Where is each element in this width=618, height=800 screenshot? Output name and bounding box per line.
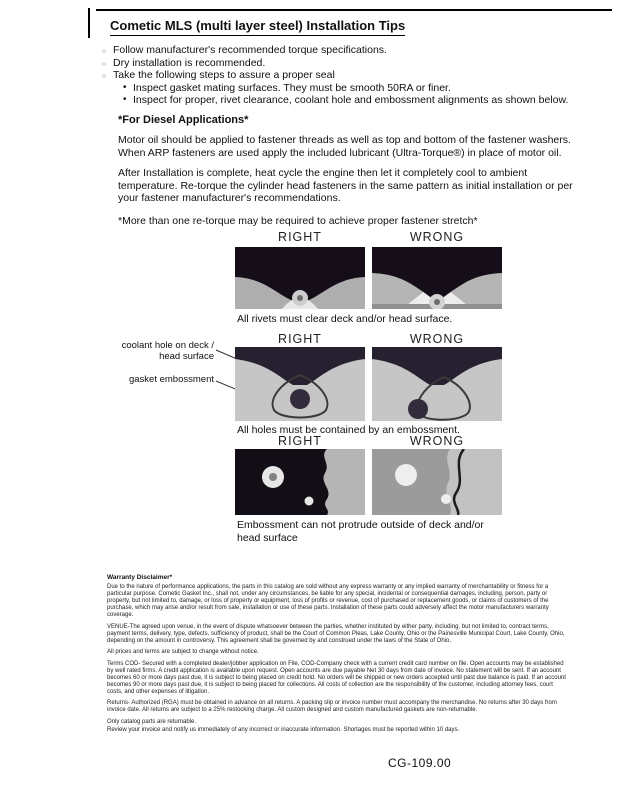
diagram-embossment-wrong bbox=[372, 449, 502, 515]
page-top-rule bbox=[96, 9, 612, 11]
list-item: ○ Follow manufacturer's recommended torque specifications. bbox=[102, 44, 602, 57]
coolant-hole-label: coolant hole on deck / head surface bbox=[121, 340, 214, 362]
disclaimer-paragraph: All prices and terms are subject to change without notice. bbox=[107, 649, 259, 655]
right-label: RIGHT bbox=[278, 434, 322, 448]
diagram-rivet-wrong bbox=[372, 247, 502, 309]
diesel-paragraph: After Installation is complete, heat cycle the engine then let it completely cool to ambient temperature. Re-torque the cylinder head fasteners in the same pattern as initial installation or per your fastener manufacturer's recommendations. bbox=[118, 167, 573, 204]
disclaimer-paragraph: Only catalog parts are returnable. bbox=[107, 718, 197, 725]
disclaimer-paragraph: Review your invoice and notify us immediately of any incorrect or inaccurate information. Shortages must be reported within 10 days. bbox=[107, 726, 460, 733]
small-hole-icon bbox=[441, 494, 451, 504]
right-label: RIGHT bbox=[278, 332, 322, 346]
coolant-hole-icon bbox=[408, 399, 428, 419]
rivet-center bbox=[434, 299, 440, 305]
list-item: ○ Take the following steps to assure a proper seal bbox=[102, 69, 602, 82]
list-item: ○ Dry installation is recommended. bbox=[102, 57, 602, 70]
wrong-label: WRONG bbox=[409, 230, 465, 244]
diagram-section bbox=[0, 228, 618, 558]
disclaimer-paragraph: Returns- Authorized (RGA) must be obtained in advance on all returns. A packing slip or invoice number must accompany the merchandise. No returns after 30 days from invoice date. All returns are subject to a 25% restocking charge. All custom designed and custom manufactured gaskets are non-returnable. bbox=[107, 700, 557, 713]
small-hole-icon bbox=[305, 497, 314, 506]
disclaimer-paragraph: Terms COD- Secured with a completed dealer/jobber application on File, COD-Company check with a current credit card number on file. Open accounts may be established by well rated firms. A credit application is available upon request. Open accounts are due payable Net 30 days from date of invoice. No statement will be sent. If an account becomes 60 or more days past due, it is subject to being placed on credit hold. No orders will be shipped or new orders accepted until past due balance is paid. If an account becomes 90 or more days past due, it is subject to being placed for collections. All costs of collection are the responsibility of the customer, including attorney fees, court costs, and other expenses of litigation. bbox=[107, 660, 566, 695]
disclaimer-paragraph: VENUE-The agreed upon venue, in the event of dispute whatsoever between the parties, whether instituted by either party, including, but not limited to, contract terms, payment terms, delivery, type, defects, sufficiency of product, shall be the Court of Common Pleas, Lake County, Ohio or the Painesville Municipal Court, Lake County, Ohio, depending on the amount in controversy. This agreement shall be governed by and construed under the laws of the State of Ohio. bbox=[107, 623, 565, 644]
row2-caption: All holes must be contained by an embossment. bbox=[237, 424, 460, 436]
diesel-paragraph: Motor oil should be applied to fastener threads as well as top and bottom of the fastener washers. When ARP fasteners are used apply the included lubricant (Ultra-Torque®) in place of motor oil. bbox=[118, 134, 571, 159]
wrong-label: WRONG bbox=[409, 332, 465, 346]
diagram-embossment-right bbox=[235, 449, 365, 515]
rivet-center bbox=[297, 295, 303, 301]
list-subitem: • Inspect gasket mating surfaces. They must be smooth 50RA or finer. bbox=[122, 82, 602, 95]
tips-list bbox=[102, 44, 602, 107]
right-label: RIGHT bbox=[278, 230, 322, 244]
disclaimer-paragraph: Due to the nature of performance applications, the parts in this catalog are sold without any express warranty or any implied warranty of merchantability or fitness for a particular purpose. Cometic Gasket Inc., shall not, under any circumstances, be liable for any special, incidental or consequential damages, including, person, party or property, but not limited to, damage, or loss of property or equipment, loss of profits or revenue, cost of purchased or replacement goods, or claims of customers of the purchase, which may arise and/or result from sale, installation or use of these parts. Installation of these parts could adversely affect the motor manufacturers warranty coverage. bbox=[107, 584, 549, 618]
page-title: Cometic MLS (multi layer steel) Installation Tips bbox=[110, 18, 405, 36]
warranty-disclaimer bbox=[107, 574, 570, 738]
diagram-rivet-right bbox=[235, 247, 365, 309]
page-left-tick bbox=[88, 8, 90, 38]
diagram-hole-right bbox=[235, 347, 365, 421]
catalog-code: CG-109.00 bbox=[388, 756, 452, 770]
diagram-hole-wrong bbox=[372, 347, 502, 421]
coolant-hole-icon bbox=[290, 389, 310, 409]
disclaimer-heading: Warranty Disclaimer* bbox=[107, 574, 173, 581]
bolt-hole-icon bbox=[395, 464, 417, 486]
wrong-label: WRONG bbox=[409, 434, 465, 448]
diesel-section bbox=[118, 114, 588, 227]
list-subitem: • Inspect for proper, rivet clearance, coolant hole and embossment alignments as shown below. bbox=[122, 94, 602, 107]
row3-caption: Embossment can not protrude outside of deck and/or head surface bbox=[237, 519, 484, 544]
diesel-heading: *For Diesel Applications* bbox=[118, 114, 249, 126]
row1-caption: All rivets must clear deck and/or head surface. bbox=[237, 313, 453, 325]
bolt-hole-center bbox=[269, 473, 277, 481]
gasket-embossment-label: gasket embossment bbox=[128, 374, 214, 385]
retorque-note: *More than one re-torque may be required to achieve proper fastener stretch* bbox=[118, 214, 478, 227]
